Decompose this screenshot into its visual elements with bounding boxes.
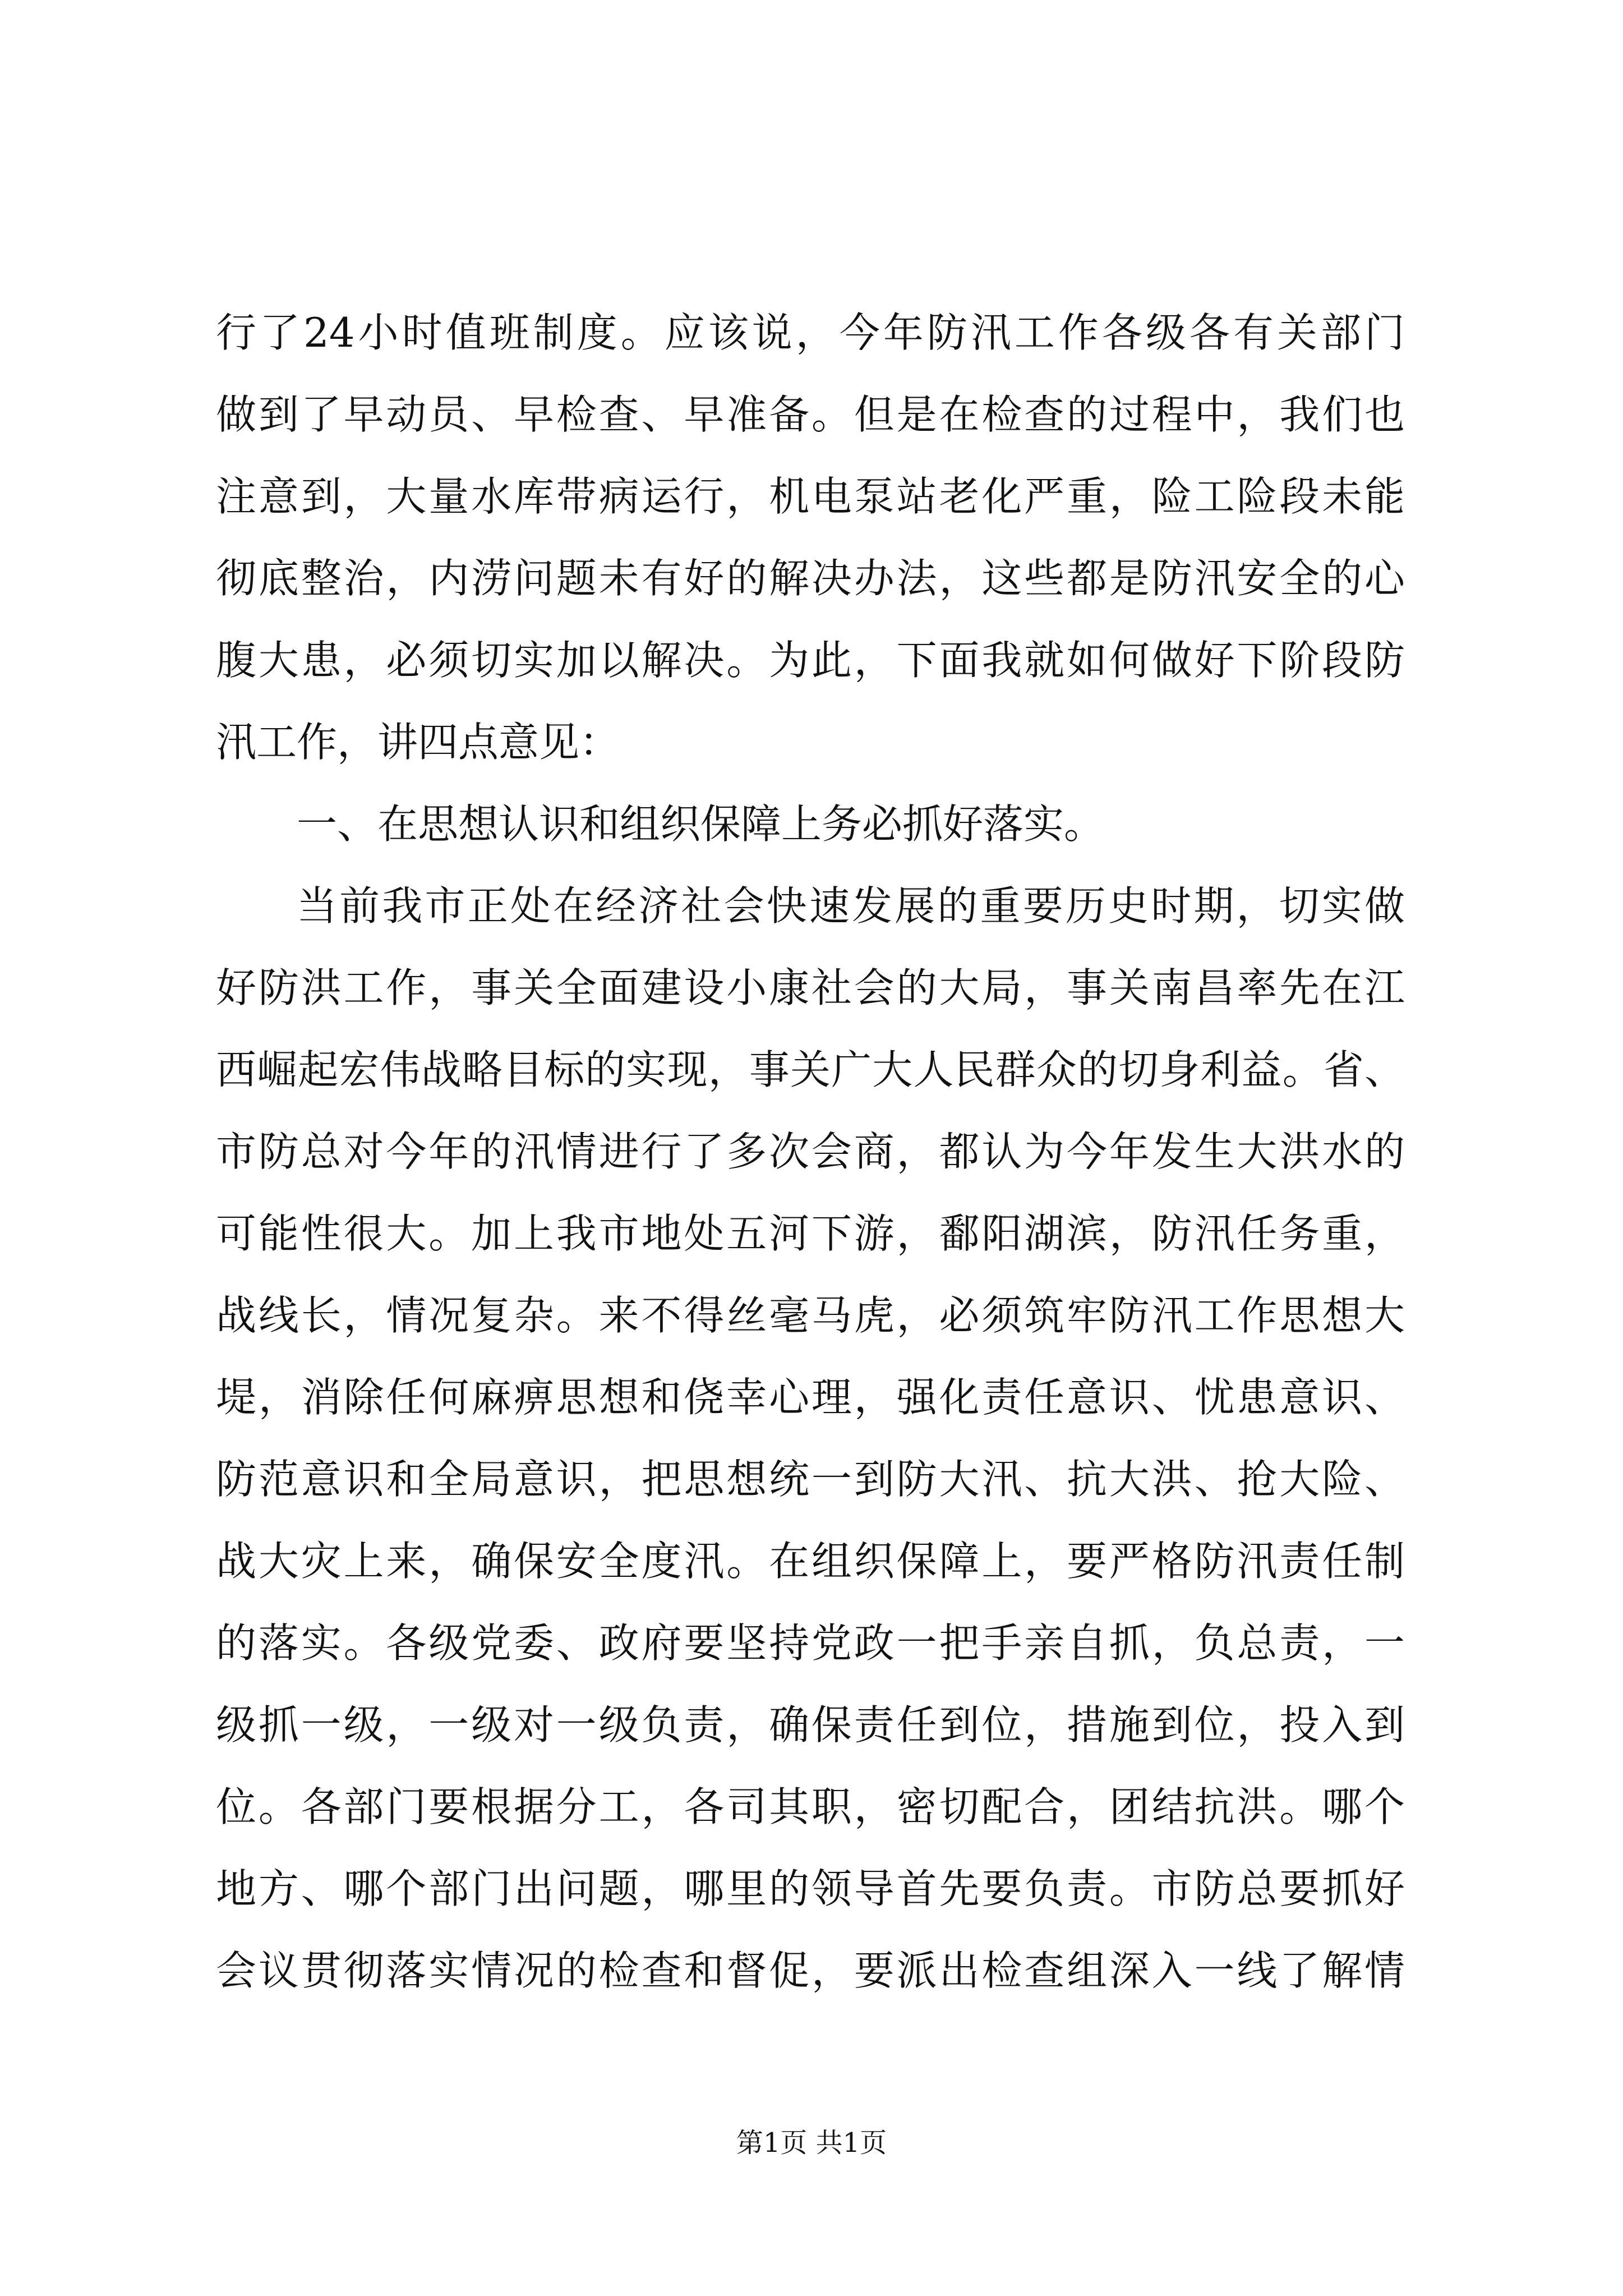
text-line: 位。各部门要根据分工，各司其职，密切配合，团结抗洪。哪个 (216, 1783, 1405, 1830)
text-line: 级抓一级，一级对一级负责，确保责任到位，措施到位，投入到 (216, 1701, 1405, 1749)
text-line: 注意到，大量水库带病运行，机电泵站老化严重，险工险段未能 (216, 473, 1405, 520)
text-line: 做到了早动员、早检查、早准备。但是在检查的过程中，我们也 (216, 391, 1405, 438)
text-line: 可能性很大。加上我市地处五河下游，鄱阳湖滨，防汛任务重， (216, 1210, 1405, 1257)
text-line: 地方、哪个部门出问题，哪里的领导首先要负责。市防总要抓好 (216, 1865, 1405, 1912)
text-line: 堤，消除任何麻痹思想和侥幸心理，强化责任意识、忧患意识、 (216, 1374, 1405, 1421)
text-line: 腹大患，必须切实加以解决。为此，下面我就如何做好下阶段防 (216, 637, 1405, 684)
section-heading: 一、在思想认识和组织保障上务必抓好落实。 (297, 800, 1105, 848)
page-number-footer: 第1页 共1页 (736, 2127, 887, 2159)
text-line: 会议贯彻落实情况的检查和督促，要派出检查组深入一线了解情 (216, 1947, 1405, 1994)
text-line: 市防总对今年的汛情进行了多次会商，都认为今年发生大洪水的 (216, 1128, 1405, 1175)
text-line: 防范意识和全局意识，把思想统一到防大汛、抗大洪、抢大险、 (216, 1456, 1405, 1503)
text-line: 行了24小时值班制度。应该说，今年防汛工作各级各有关部门 (216, 309, 1405, 356)
text-line: 的落实。各级党委、政府要坚持党政一把手亲自抓，负总责，一 (216, 1619, 1405, 1667)
text-line: 好防洪工作，事关全面建设小康社会的大局，事关南昌率先在江 (216, 964, 1405, 1011)
text-line: 战线长，情况复杂。来不得丝毫马虎，必须筑牢防汛工作思想大 (216, 1292, 1405, 1339)
text-line: 汛工作，讲四点意见： (216, 719, 620, 766)
text-line: 彻底整治，内涝问题未有好的解决办法，这些都是防汛安全的心 (216, 555, 1405, 602)
document-body (216, 292, 1405, 2012)
text-line: 西崛起宏伟战略目标的实现，事关广大人民群众的切身利益。省、 (216, 1046, 1405, 1093)
text-line: 当前我市正处在经济社会快速发展的重要历史时期，切实做 (297, 882, 1405, 930)
text-line: 战大灾上来，确保安全度汛。在组织保障上，要严格防汛责任制 (216, 1538, 1405, 1585)
